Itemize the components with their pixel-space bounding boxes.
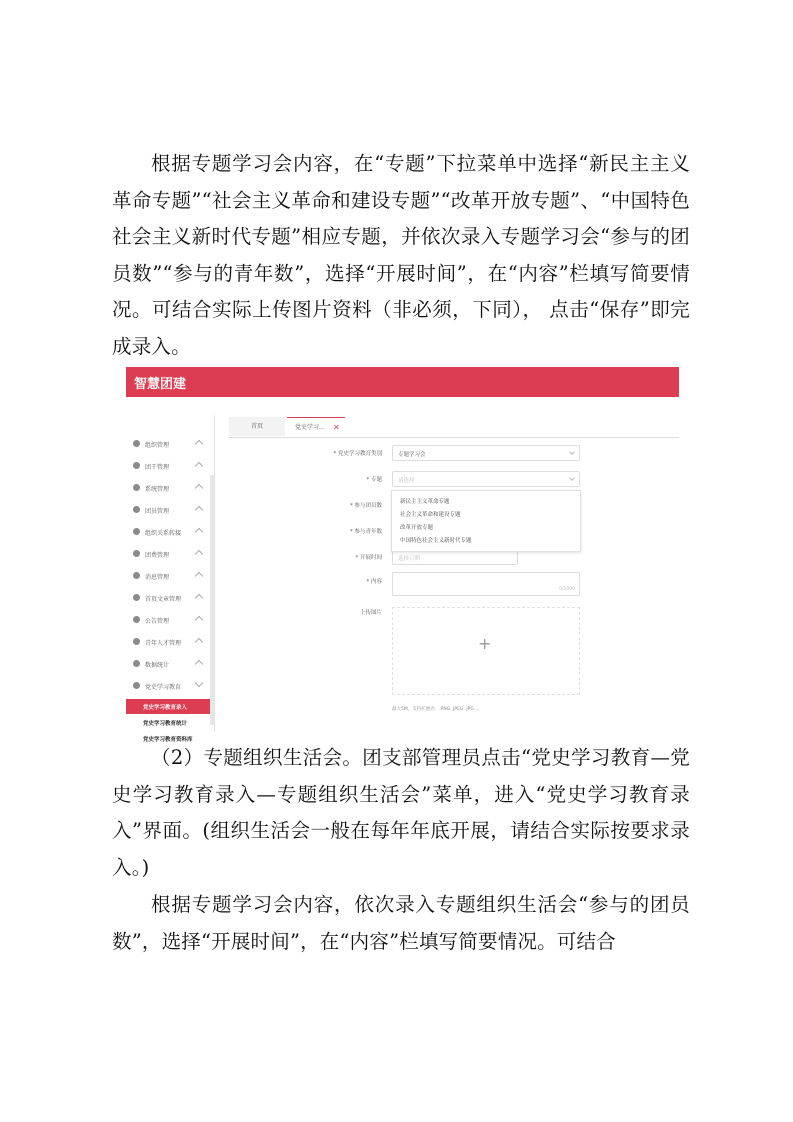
time-label: * 开展时间 <box>355 555 382 561</box>
upload-label: 上传图片 <box>359 610 382 616</box>
members-label: * 参与团员数 <box>350 503 382 509</box>
sidebar-item-system[interactable]: 系统管理 <box>126 477 210 499</box>
topic-label: * 专题 <box>366 477 382 483</box>
sidebar-item-talent[interactable]: 青年人才管理 <box>126 631 210 653</box>
app-header <box>126 367 679 397</box>
paragraph-topic-study: 根据专题学习会内容，在“专题”下拉菜单中选择“新民主主义革命专题”“社会主义革命和建设专题”“改革开放专题”、“中国特色社会主义新时代专题”相应专题，并依次录入专题学习会“参与的团员数”“参与的青年数”，选择“开展时间”，在“内容”栏填写简要情况。可结合实际上传图片资料（非必须，下同）， 点击“保存”即完成录入。 <box>112 152 690 358</box>
date-picker[interactable]: 选择日期 <box>392 549 518 565</box>
article-icon <box>133 594 140 601</box>
tab-home[interactable]: 首页 <box>229 417 285 436</box>
sidebar-scrollbar[interactable] <box>210 475 214 725</box>
user-icon <box>133 462 140 469</box>
chevron-down-icon <box>569 475 575 481</box>
chevron-down-icon <box>195 679 203 687</box>
sidebar-item-fee[interactable]: 团费管理 <box>126 543 210 565</box>
youth-label: * 参与青年数 <box>350 529 382 535</box>
close-icon[interactable]: ✕ <box>333 423 340 432</box>
content-textarea[interactable] <box>392 572 580 596</box>
paragraph-organization-life: （2）专题组织生活会。团支部管理员点击“党史学习教育—党史学习教育录入—专题组织生活会”菜单，进入“党史学习教育录入”界面。(组织生活会一般在每年年底开展，请结合实际按要求录入。) <box>112 746 690 879</box>
talent-icon <box>133 638 140 645</box>
dropdown-option[interactable]: 中国特色社会主义新时代专题 <box>400 538 472 544</box>
chevron-up-icon <box>195 550 203 558</box>
content-label: * 内容 <box>366 579 382 585</box>
char-counter: 0/1000 <box>559 587 575 592</box>
sidebar-subitem-study-entry[interactable]: 党史学习教育录入 <box>126 699 210 714</box>
tab-bar <box>229 417 679 438</box>
members-icon <box>133 506 140 513</box>
chevron-up-icon <box>195 440 203 448</box>
fee-icon <box>133 550 140 557</box>
chevron-up-icon <box>195 506 203 514</box>
image-upload[interactable] <box>392 607 580 695</box>
topic-dropdown <box>391 490 581 552</box>
gear-icon <box>133 484 140 491</box>
embedded-screenshot <box>126 367 679 743</box>
sidebar-item-notice[interactable]: 公告管理 <box>126 609 210 631</box>
sidebar-item-party-study[interactable]: 党史学习教育 <box>126 675 210 697</box>
sidebar-subitem-study-stats[interactable]: 党史学习教育统计 <box>143 721 188 727</box>
sidebar-item-message[interactable]: 消息管理 <box>126 565 210 587</box>
chevron-up-icon <box>195 638 203 646</box>
dropdown-option[interactable]: 新民主主义革命专题 <box>400 499 450 505</box>
sidebar-item-cadre[interactable]: 团干管理 <box>126 455 210 477</box>
dropdown-option[interactable]: 改革开放专题 <box>400 525 434 531</box>
sidebar <box>126 415 215 743</box>
sidebar-item-stats[interactable]: 数据统计 <box>126 653 210 675</box>
chevron-up-icon <box>195 484 203 492</box>
study-icon <box>133 682 140 689</box>
sidebar-subitem-study-library[interactable]: 党史学习教育资料库 <box>143 737 193 743</box>
org-icon <box>133 440 140 447</box>
message-icon <box>133 572 140 579</box>
notice-icon <box>133 616 140 623</box>
sidebar-item-transfer[interactable]: 组织关系转接 <box>126 521 210 543</box>
chevron-up-icon <box>195 594 203 602</box>
chevron-up-icon <box>195 660 203 668</box>
chevron-up-icon <box>195 462 203 470</box>
chevron-up-icon <box>195 616 203 624</box>
dropdown-option[interactable]: 社会主义革命和建设专题 <box>400 512 461 518</box>
category-label: * 党史学习教育类别 <box>333 451 382 457</box>
transfer-icon <box>133 528 140 535</box>
topic-select[interactable]: 请选择 <box>392 471 580 487</box>
chevron-up-icon <box>195 528 203 536</box>
category-select[interactable]: 专题学习会 <box>392 445 580 461</box>
chevron-down-icon <box>569 449 575 455</box>
paragraph-entry-steps: 根据专题学习会内容，依次录入专题组织生活会“参与的团员数”，选择“开展时间”，在“内容”栏填写简要情况。可结合 <box>112 893 690 953</box>
stats-icon <box>133 660 140 667</box>
plus-icon: + <box>478 634 492 653</box>
upload-hint: 最大5M，支持扩展名：.PNG .JPEG .JPG ... <box>392 707 480 712</box>
tab-party-study[interactable]: 党史学习... ✕ <box>287 417 345 437</box>
sidebar-item-org[interactable]: 组织管理 <box>126 433 210 455</box>
sidebar-item-article[interactable]: 首页文章管理 <box>126 587 210 609</box>
brand-logo-text: 智慧团建 <box>134 377 187 392</box>
sidebar-item-members[interactable]: 团员管理 <box>126 499 210 521</box>
chevron-up-icon <box>195 572 203 580</box>
